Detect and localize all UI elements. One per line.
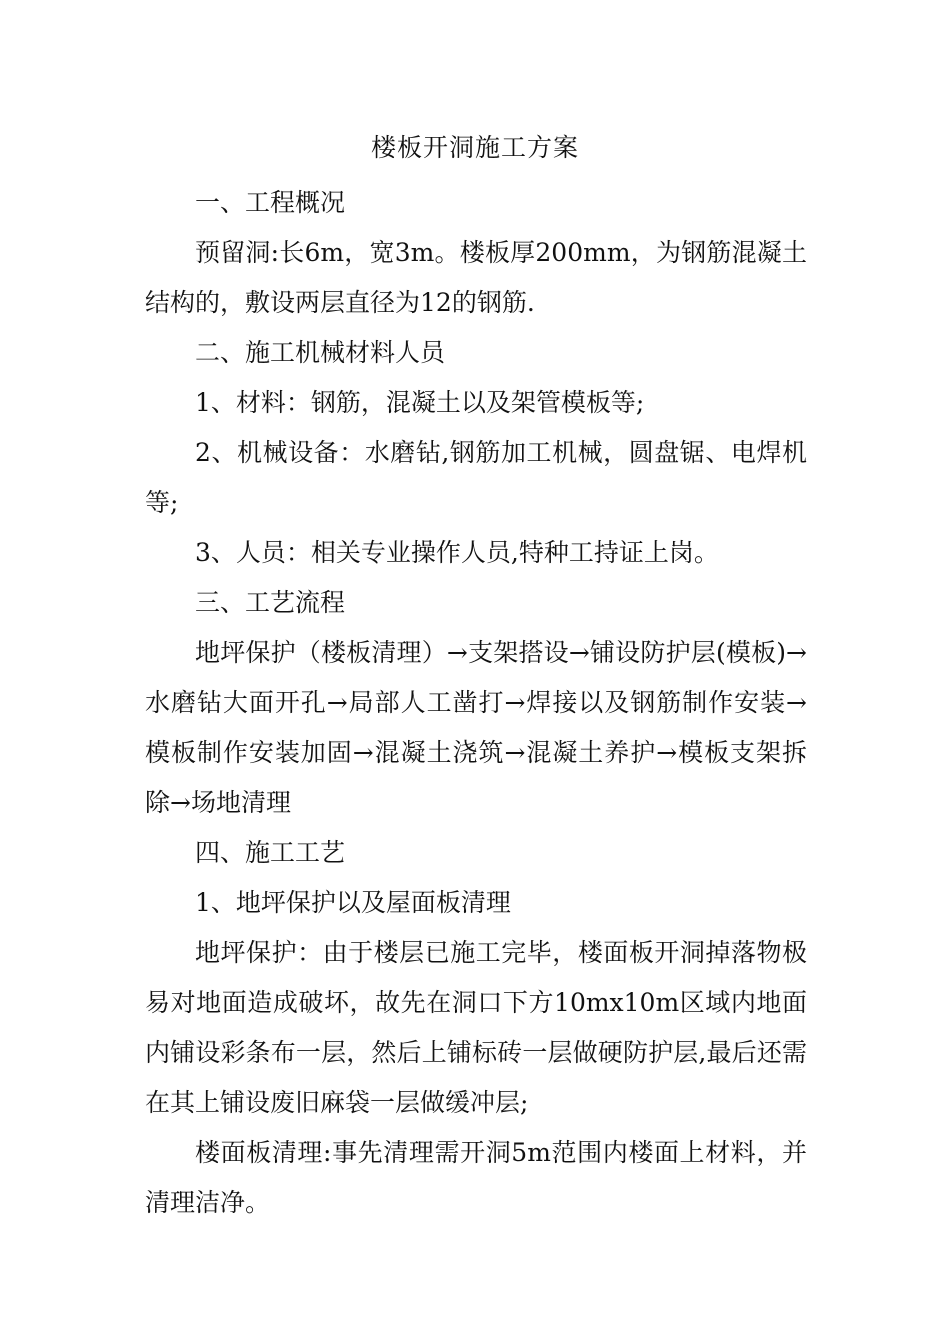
paragraph-ground-protection: 地坪保护：由于楼层已施工完毕，楼面板开洞掉落物极易对地面造成破坏，故先在洞口下方10mx10m区域内地面内铺设彩条布一层，然后上铺标砖一层做硬防护层,最后还需在其上铺设废旧麻袋一层做缓冲层; <box>145 938 807 1117</box>
subsection-heading-protection: 1、地坪保护以及屋面板清理 <box>195 888 511 917</box>
paragraph-reserved-hole: 预留洞:长6m，宽3m。楼板厚200mm，为钢筋混凝土结构的，敷设两层直径为12的钢筋. <box>145 238 807 317</box>
paragraph-slab-cleaning: 楼面板清理:事先清理需开洞5m范围内楼面上材料，并清理洁净。 <box>145 1138 807 1217</box>
document-body <box>145 178 807 1228</box>
list-item-personnel: 3、人员：相关专业操作人员,特种工持证上岗。 <box>195 538 719 567</box>
section-heading-process: 三、工艺流程 <box>195 588 346 617</box>
section-heading-resources: 二、施工机械材料人员 <box>195 338 446 367</box>
list-item-materials: 1、材料：钢筋，混凝土以及架管模板等; <box>195 388 645 417</box>
paragraph-process-flow: 地坪保护（楼板清理）→支架搭设→铺设防护层(模板)→水磨钻大面开孔→局部人工凿打→焊接以及钢筋制作安装→模板制作安装加固→混凝土浇筑→混凝土养护→模板支架拆除→场地清理 <box>145 638 807 817</box>
section-heading-overview: 一、工程概况 <box>195 188 346 217</box>
document-title: 楼板开洞施工方案 <box>370 133 579 162</box>
list-item-machinery: 2、机械设备：水磨钻,钢筋加工机械，圆盘锯、电焊机等; <box>145 438 807 517</box>
section-heading-technique: 四、施工工艺 <box>195 838 346 867</box>
